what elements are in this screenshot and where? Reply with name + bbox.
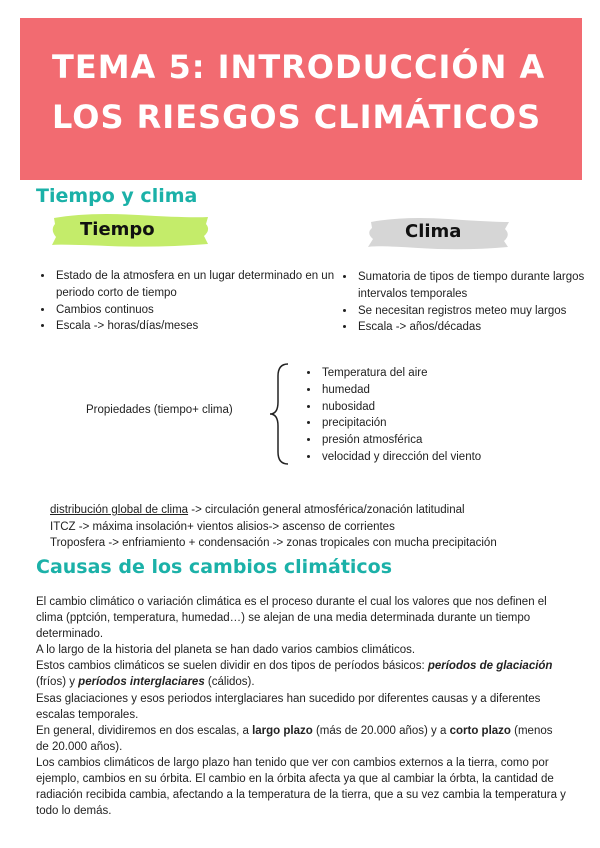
propiedades-label: Propiedades (tiempo+ clima) (86, 404, 233, 416)
list-item: • Estado de la atmosfera en un lugar determinado en un periodo corto de tiempo (54, 268, 344, 302)
section-heading-causas: Causas de los cambios climáticos (36, 556, 393, 578)
emphasis-interglaciares: períodos interglaciares (78, 676, 205, 689)
note-line-1 (50, 502, 580, 519)
paragraph: Los cambios climáticos de largo plazo han tenido que ver con cambios externos a la tierra, como por ejemplo, cambios en su órbita. El cambio en la órbita afecta ya que al cambiar la órbta, la cantidad de radiación recibida cambia, afectando a la temperatura de la tierra, que a su vez cambia la temperatura y todo lo demás. (36, 756, 566, 818)
tiempo-label: Tiempo (80, 219, 155, 240)
text: En general, dividiremos en dos escalas, a (36, 724, 253, 737)
list-item: • Escala -> años/décadas (356, 319, 600, 336)
curly-brace-icon (268, 362, 292, 466)
paragraph: El cambio climático o variación climática es el proceso durante el cual los valores que nos definen el clima (pptción, temperatura, humedad…) se alejan de una media determinada durante un tiempo determinado. (36, 596, 547, 641)
text: (menos de 20.000 años). (36, 724, 553, 753)
paragraph (36, 723, 566, 755)
list-item: • humedad (320, 382, 590, 399)
tiempo-list (40, 268, 344, 335)
text: (fríos) y (36, 676, 79, 689)
climate-notes (50, 502, 580, 552)
text: Estos cambios climáticos se suelen dividir en dos tipos de períodos básicos: (36, 660, 428, 673)
note-underlined-term: distribución global de clima (50, 504, 189, 516)
emphasis-glaciacion: períodos de glaciación (427, 660, 553, 673)
section-heading-tiempo-clima: Tiempo y clima (36, 185, 198, 207)
paragraph: Esas glaciaciones y esos periodos interglaciares han sucedido por diferentes causas y a diferentes escalas temporales. (36, 692, 541, 721)
paragraph (36, 658, 566, 690)
list-item: • nubosidad (320, 399, 590, 416)
emphasis-largo-plazo: largo plazo (252, 724, 313, 737)
text: (más de 20.000 años) y a (312, 724, 450, 737)
note-line-2: ITCZ -> máxima insolación+ vientos alisios-> ascenso de corrientes (50, 520, 395, 533)
list-item: • Se necesitan registros meteo muy largos (356, 303, 600, 320)
list-item: • Sumatoria de tipos de tiempo durante largos intervalos temporales (356, 269, 600, 303)
list-item: • Cambios continuos (54, 302, 344, 319)
clima-label: Clima (405, 221, 462, 242)
list-item: • presión atmosférica (320, 432, 590, 449)
emphasis-corto-plazo: corto plazo (449, 724, 511, 737)
clima-list (342, 269, 600, 336)
propiedades-list (306, 365, 590, 466)
list-item: • Escala -> horas/días/meses (54, 318, 344, 335)
note-text: -> circulación general atmosférica/zonación latitudinal (188, 504, 465, 516)
text: (cálidos). (204, 676, 255, 689)
note-line-3: Troposfera -> enfriamiento + condensación -> zonas tropicales con mucha precipitación (50, 537, 497, 549)
causas-body (36, 594, 566, 819)
list-item: • precipitación (320, 415, 590, 432)
page-title: TEMA 5: INTRODUCCIÓN A LOS RIESGOS CLIMÁTICOS (52, 48, 546, 136)
list-item: • velocidad y dirección del viento (320, 449, 590, 466)
paragraph: A lo largo de la historia del planeta se han dado varios cambios climáticos. (36, 644, 416, 657)
list-item: • Temperatura del aire (320, 365, 590, 382)
